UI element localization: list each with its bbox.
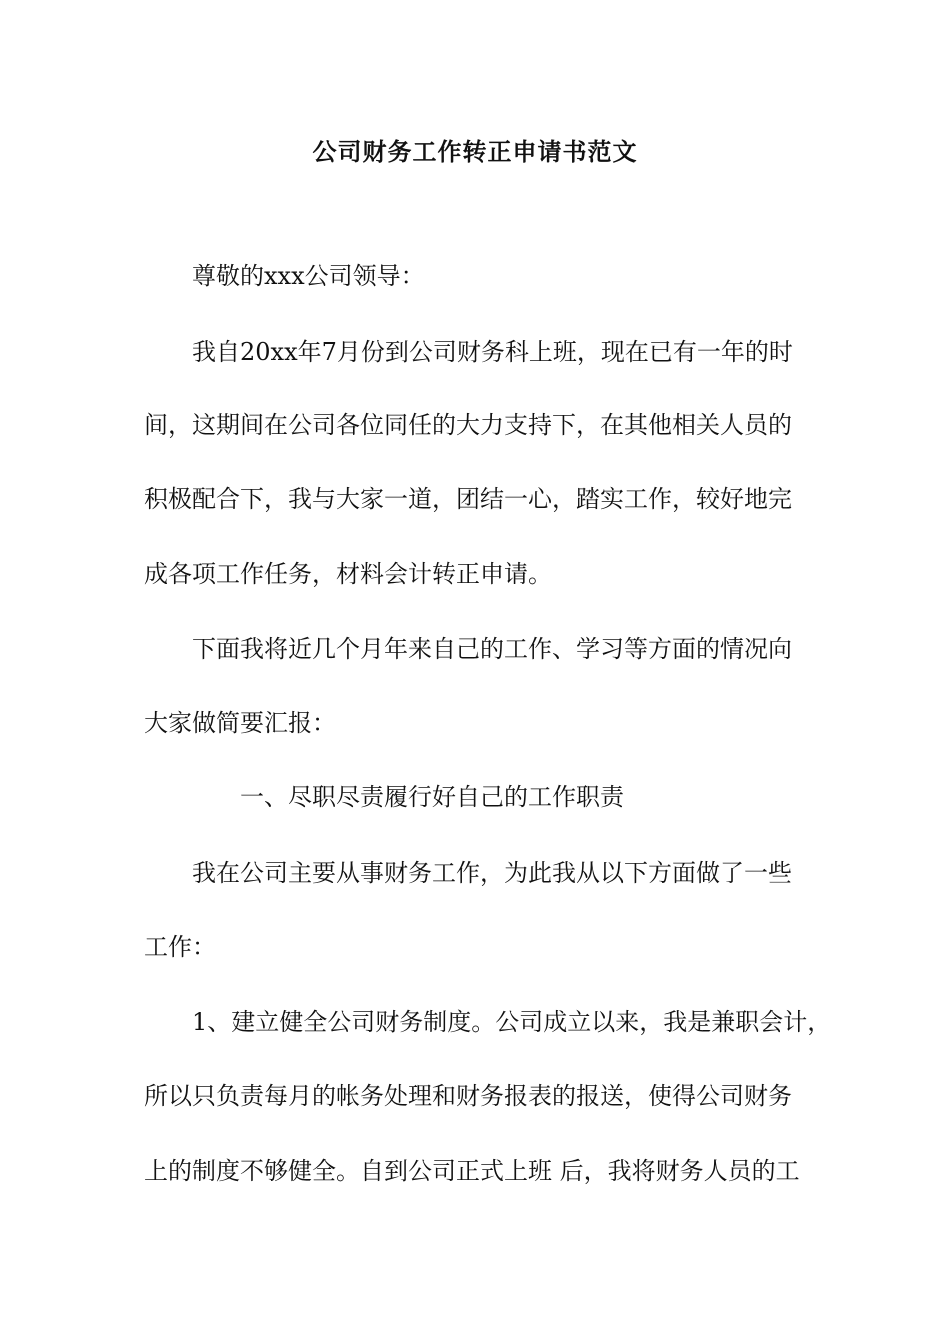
paragraph-line: 1、建立健全公司财务制度。公司成立以来，我是兼职会计， (192, 1008, 832, 1036)
paragraph-line: 成各项工作任务，材料会计转正申请。 (144, 560, 552, 588)
paragraph-line: 上的制度不够健全。自到公司正式上班 后，我将财务人员的工 (144, 1157, 800, 1185)
paragraph-line: 工作： (144, 933, 216, 961)
paragraph-line: 间，这期间在公司各位同任的大力支持下，在其他相关人员的 (144, 411, 792, 439)
paragraph-line: 我自20xx年7月份到公司财务科上班，现在已有一年的时 (192, 338, 793, 366)
section-heading: 一、尽职尽责履行好自己的工作职责 (240, 783, 624, 811)
paragraph-line: 我在公司主要从事财务工作，为此我从以下方面做了一些 (192, 859, 792, 887)
salutation-line: 尊敬的xxx公司领导： (192, 262, 425, 290)
document-title: 公司财务工作转正申请书范文 (312, 138, 638, 166)
paragraph-line: 大家做简要汇报： (144, 709, 336, 737)
paragraph-line: 所以只负责每月的帐务处理和财务报表的报送，使得公司财务 (144, 1082, 792, 1110)
paragraph-line: 积极配合下，我与大家一道，团结一心，踏实工作，较好地完 (144, 485, 792, 513)
paragraph-line: 下面我将近几个月年来自己的工作、学习等方面的情况向 (192, 635, 792, 663)
